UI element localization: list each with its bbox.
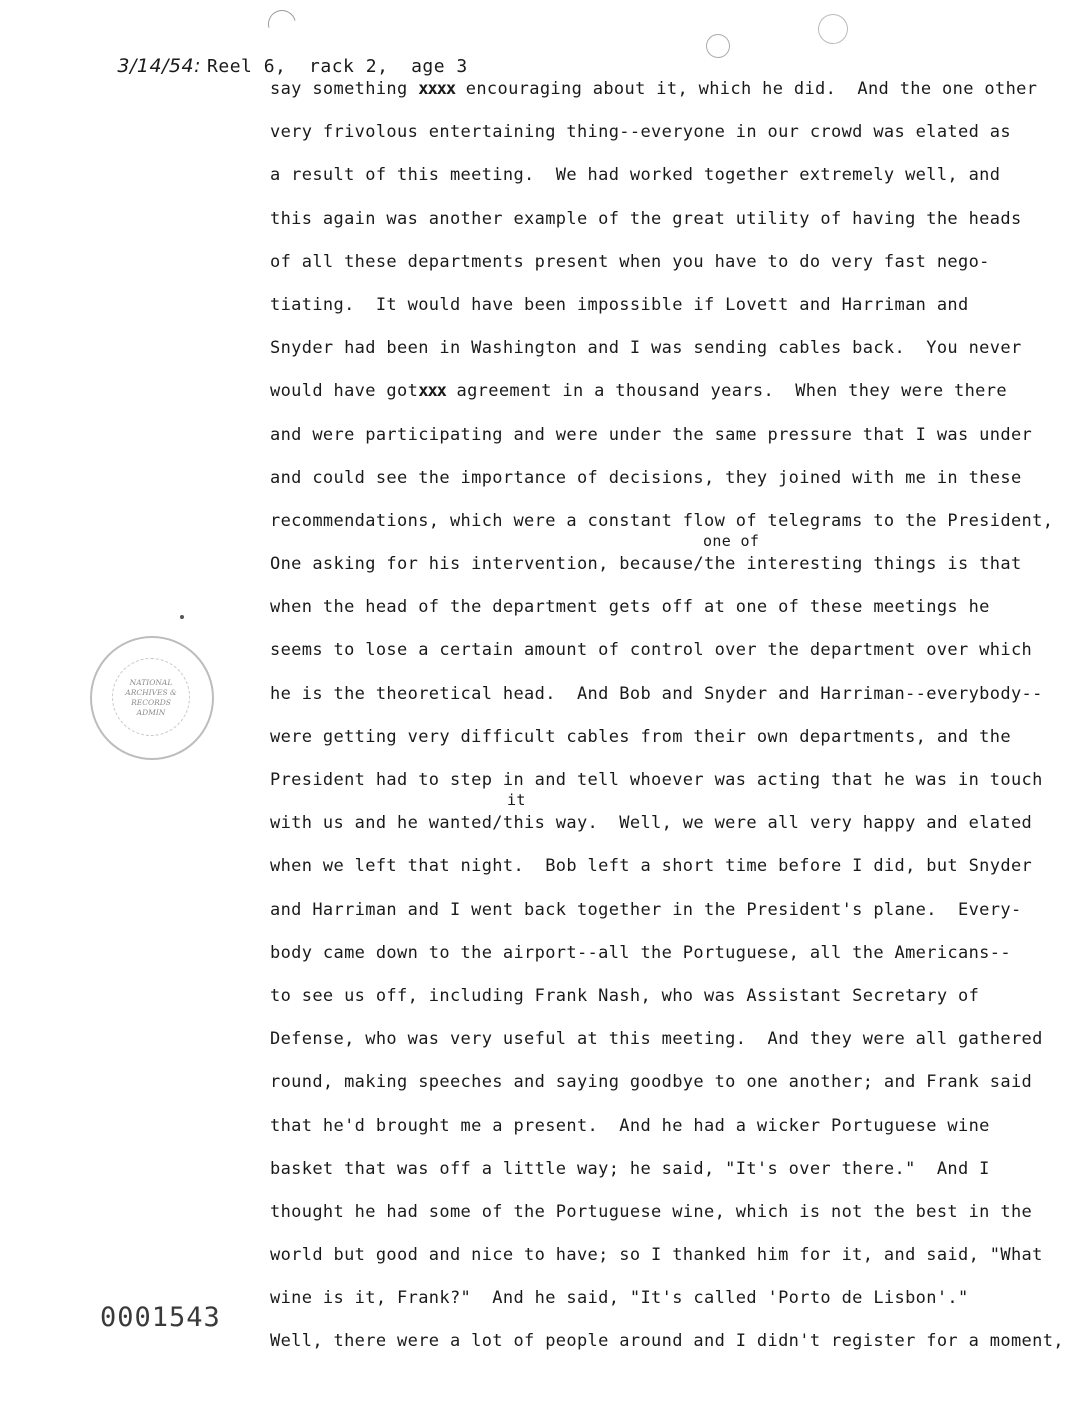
transcript-line bbox=[270, 1195, 1070, 1238]
transcript-line bbox=[270, 791, 1070, 849]
line-text: a result of this meeting. We had worked together extremely well, and bbox=[270, 165, 1001, 186]
transcript-line bbox=[270, 633, 1070, 676]
line-text: seems to lose a certain amount of control over the department over which bbox=[270, 640, 1033, 661]
transcript-line bbox=[270, 504, 1070, 551]
line-text: say something bbox=[270, 79, 419, 99]
transcript-line bbox=[270, 1065, 1070, 1108]
transcript-line bbox=[270, 331, 1070, 374]
header-reel-info: Reel 6, rack 2, age 3 bbox=[207, 56, 468, 77]
transcript-line bbox=[270, 979, 1070, 1022]
hole-punch-mark bbox=[814, 10, 852, 48]
header-date: 3/14/54: bbox=[117, 55, 202, 77]
line-text: would have got bbox=[270, 381, 419, 402]
transcript-line bbox=[270, 590, 1070, 633]
document-serial-number: 0001543 bbox=[100, 1302, 221, 1333]
line-text: President had to step in and tell whoever was acting that he was in touch bbox=[270, 770, 1043, 790]
handwritten-insertion: it bbox=[507, 791, 526, 810]
line-text: of all these departments present when you have to do very fast nego- bbox=[270, 251, 990, 272]
line-text: and were participating and were under the same pressure that I was under bbox=[270, 424, 1033, 445]
transcript-line bbox=[270, 677, 1070, 720]
line-text: with us and he wanted/this way. Well, we were all very happy and elated bbox=[270, 813, 1033, 834]
line-text-continued: agreement in a thousand years. When they were there bbox=[445, 381, 1007, 402]
line-text: basket that was off a little way; he said, "It's over there." And I bbox=[270, 1158, 990, 1179]
transcript-line bbox=[270, 1281, 1070, 1324]
line-text-continued: encouraging about it, which he did. And the one other bbox=[455, 79, 1038, 99]
line-text: Well, there were a lot of people around and I didn't register for a moment, bbox=[270, 1331, 1064, 1352]
line-text: when the head of the department gets off at one of these meetings he bbox=[270, 597, 990, 618]
hole-punch-mark bbox=[702, 30, 735, 63]
line-text: Defense, who was very useful at this meeting. And they were all gathered bbox=[270, 1029, 1043, 1050]
transcript-line bbox=[270, 1022, 1070, 1065]
line-text: when we left that night. Bob left a short time before I did, but Snyder bbox=[270, 856, 1033, 877]
transcript-line bbox=[270, 1152, 1070, 1195]
line-text: Snyder had been in Washington and I was sending cables back. You never bbox=[270, 338, 1022, 359]
transcript-line bbox=[270, 461, 1070, 504]
line-text: to see us off, including Frank Nash, who was Assistant Secretary of bbox=[270, 985, 980, 1006]
struck-out-text: xxx bbox=[418, 381, 446, 402]
transcript-line bbox=[270, 245, 1070, 288]
line-text: One asking for his intervention, because/the interesting things is that bbox=[270, 554, 1022, 575]
stamp-center-text: NATIONAL ARCHIVES & RECORDS ADMIN bbox=[125, 678, 177, 717]
line-text: recommendations, which were a constant flow of telegrams to the President, bbox=[270, 510, 1054, 531]
transcript-line bbox=[270, 158, 1070, 201]
transcript-line bbox=[270, 374, 1070, 417]
library-stamp-seal bbox=[90, 636, 214, 760]
transcript-line bbox=[270, 532, 1070, 590]
transcript-line bbox=[270, 418, 1070, 461]
transcript-line bbox=[270, 1324, 1070, 1367]
transcript-line bbox=[270, 763, 1070, 810]
line-text: that he'd brought me a present. And he had a wicker Portuguese wine bbox=[270, 1115, 990, 1136]
line-text: body came down to the airport--all the Portuguese, all the Americans-- bbox=[270, 942, 1011, 963]
line-text: and Harriman and I went back together in the President's plane. Every- bbox=[270, 899, 1022, 920]
handwritten-insertion: one of bbox=[703, 532, 760, 551]
transcript-body bbox=[270, 72, 1070, 1368]
transcript-line bbox=[270, 288, 1070, 331]
transcript-line bbox=[270, 115, 1070, 158]
line-text: this again was another example of the great utility of having the heads bbox=[270, 208, 1022, 229]
transcript-line bbox=[270, 893, 1070, 936]
line-text: were getting very difficult cables from their own departments, and the bbox=[270, 726, 1011, 747]
line-text: thought he had some of the Portuguese wine, which is not the best in the bbox=[270, 1201, 1033, 1222]
line-text: world but good and nice to have; so I thanked him for it, and said, "What bbox=[270, 1245, 1043, 1266]
line-text: wine is it, Frank?" And he said, "It's called 'Porto de Lisbon'." bbox=[270, 1288, 969, 1309]
line-text: he is the theoretical head. And Bob and Snyder and Harriman--everybody-- bbox=[270, 683, 1043, 704]
struck-out-text: xxxx bbox=[418, 79, 456, 99]
stray-mark bbox=[180, 615, 184, 619]
line-text: and could see the importance of decisions, they joined with me in these bbox=[270, 467, 1022, 488]
transcript-line bbox=[270, 720, 1070, 763]
line-text: round, making speeches and saying goodbye to one another; and Frank said bbox=[270, 1072, 1033, 1093]
transcript-line bbox=[270, 849, 1070, 892]
transcript-line bbox=[270, 936, 1070, 979]
transcript-line bbox=[270, 1238, 1070, 1281]
line-text: tiating. It would have been impossible if Lovett and Harriman and bbox=[270, 294, 969, 315]
line-text: very frivolous entertaining thing--everyone in our crowd was elated as bbox=[270, 122, 1011, 143]
transcript-line bbox=[270, 202, 1070, 245]
transcript-line bbox=[270, 72, 1070, 115]
transcript-line bbox=[270, 1109, 1070, 1152]
